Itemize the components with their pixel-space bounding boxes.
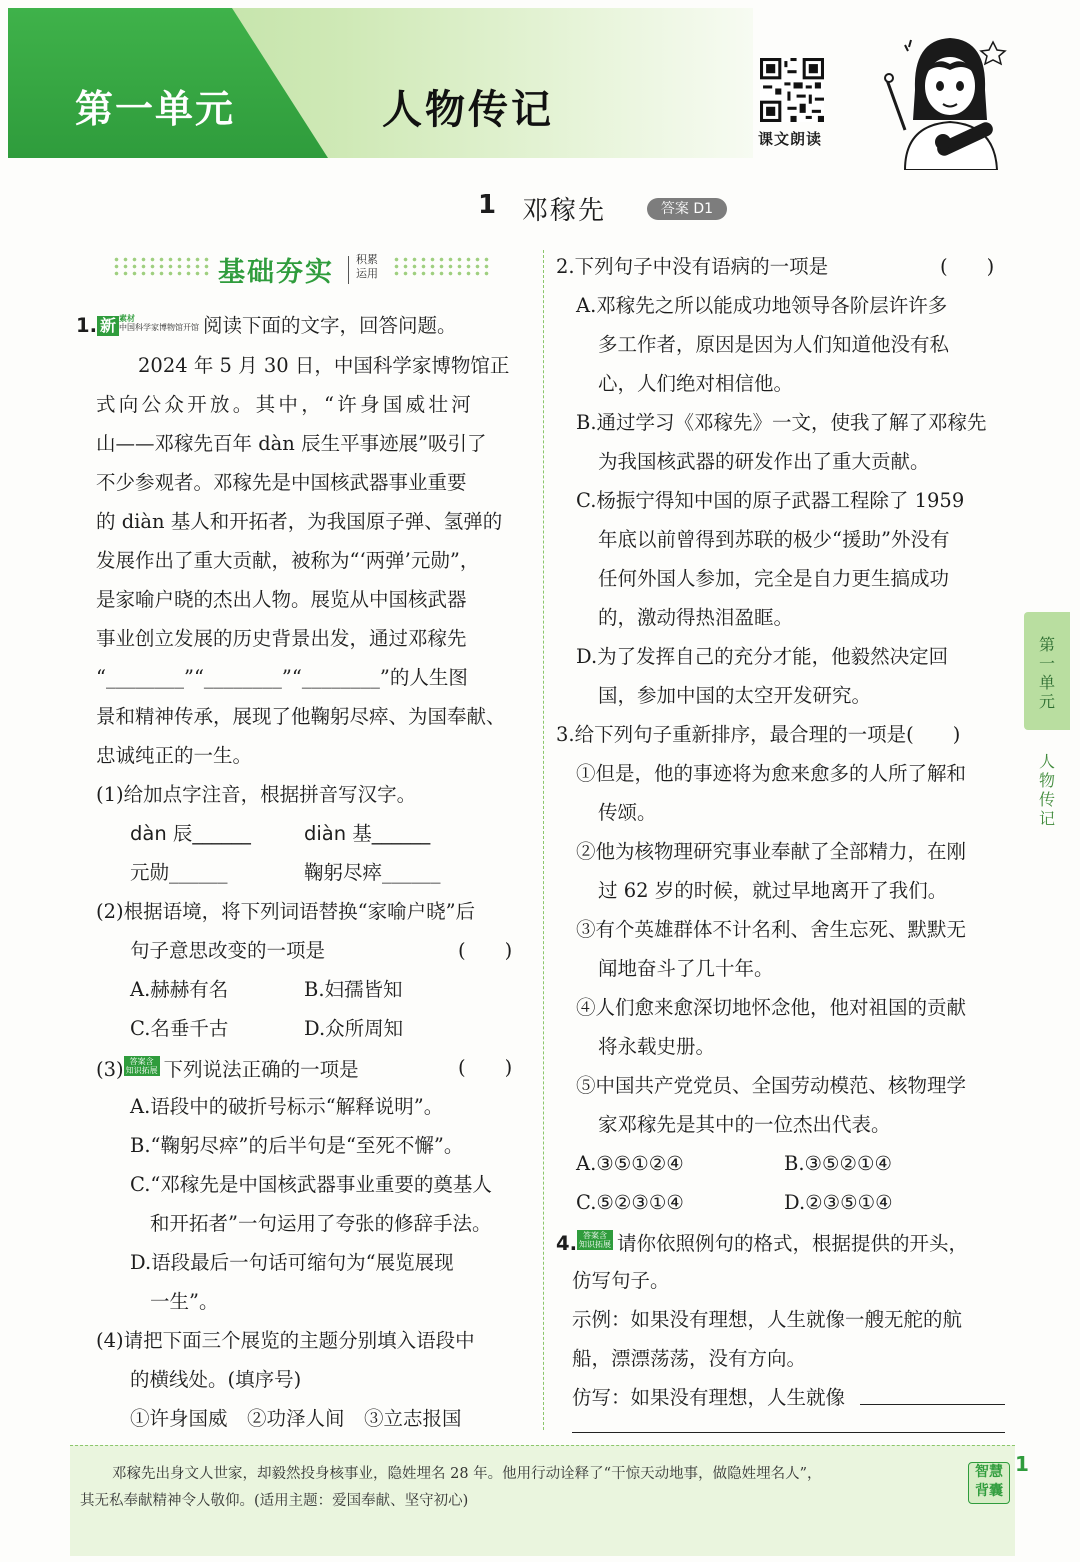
option-d[interactable]: D.为了发挥自己的充分才能，他毅然决定回: [576, 645, 949, 668]
section-dots-left: [112, 256, 212, 278]
option-a[interactable]: A.语段中的破折号标示“解释说明”。: [130, 1095, 444, 1118]
option-c[interactable]: C.“邓稼先是中国核武器事业重要的奠基人: [130, 1173, 492, 1196]
imitation-answer-line-2[interactable]: [572, 1432, 1005, 1433]
lesson-title: 邓稼先: [522, 196, 607, 226]
option-b[interactable]: B.妇孺皆知: [304, 978, 403, 1001]
sentence-4: ④人们愈来愈深切地怀念他，他对祖国的贡献: [576, 996, 967, 1019]
option-d[interactable]: D.语段最后一句话可缩句为“展览展现: [130, 1251, 454, 1274]
lesson-number: 1: [478, 190, 497, 220]
question-2: 2.下列句子中没有语病的一项是: [556, 255, 829, 278]
option-c[interactable]: C.名垂千古: [130, 1017, 229, 1040]
subquestion-4: (4)请把下面三个展览的主题分别填入语段中: [96, 1329, 475, 1352]
option-d-line2: 国，参加中国的太空开发研究。: [598, 684, 872, 707]
footer-text-line-1: 邓稼先出身文人世家，却毅然投身核事业，隐姓埋名 28 年。他用行动诠释了“干惊天动地事，做隐姓埋名人”，: [112, 1466, 822, 1482]
section-subtitle: 积累运用: [356, 253, 378, 280]
footer-text-line-2: 其无私奉献精神令人敬仰。(适用主题：爱国奉献、坚守初心): [80, 1493, 469, 1509]
question-1-heading: [76, 314, 457, 338]
option-d[interactable]: D.众所周知: [304, 1017, 404, 1040]
knowledge-extension-tag: 答案含 知识拓展: [578, 1231, 611, 1249]
page-number: 1: [1015, 1452, 1029, 1476]
sentence-3-line2: 闻地奋斗了几十年。: [598, 957, 774, 980]
option-c-line3: 任何外国人参加，完全是自力更生搞成功: [598, 567, 950, 590]
sentence-5-line2: 家邓稼先是其中的一位杰出代表。: [598, 1113, 891, 1136]
qr-code-icon[interactable]: [760, 58, 824, 122]
option-c[interactable]: C.杨振宁得知中国的原子武器工程除了 1959: [576, 489, 965, 512]
pinyin-blank-dianji[interactable]: diàn 基______: [304, 822, 431, 845]
subquestion-1: (1)给加点字注音，根据拼音写汉字。: [96, 783, 417, 806]
passage-line: 景和精神传承，展现了他鞠躬尽瘁、为国奉献、: [96, 705, 506, 728]
option-c-line2: 和开拓者”一句运用了夸张的修辞手法。: [150, 1212, 492, 1235]
sentence-1-line2: 传颂。: [598, 801, 657, 824]
sentence-2: ②他为核物理研究事业奉献了全部精力，在刚: [576, 840, 967, 863]
passage-line: 式向公众开放。其中，“许身国威壮河: [96, 393, 475, 416]
passage-line: 忠诚纯正的一生。: [96, 744, 253, 767]
option-c-line4: 的，激动得热泪盈眶。: [598, 606, 794, 629]
pinyin-blank-danchen[interactable]: dàn 辰______: [130, 822, 251, 845]
sentence-3: ③有个英雄群体不计名利、舍生忘死、默默无: [576, 918, 967, 941]
option-c-line2: 年底以前曾得到苏联的极少“援助”外没有: [598, 528, 950, 551]
column-divider: [543, 250, 544, 1430]
question-number: 1.: [76, 314, 97, 337]
imitation-prompt: 仿写：如果没有理想，人生就像: [572, 1386, 846, 1409]
example-sentence: 示例：如果没有理想，人生就像一艘无舵的航: [572, 1308, 963, 1331]
side-tab-chapter-label: 人物传记: [1038, 752, 1055, 828]
sentence-5: ⑤中国共产党党员、全国劳动模范、核物理学: [576, 1074, 967, 1097]
passage-line: 山——邓稼先百年 dàn 辰生平事迹展”吸引了: [96, 432, 487, 455]
section-divider: [348, 256, 349, 284]
sentence-1: ①但是，他的事迹将为愈来愈多的人所了解和: [576, 762, 967, 785]
chapter-title: 人物传记: [382, 87, 554, 133]
option-a[interactable]: A.邓稼先之所以能成功地领导各阶层许许多: [576, 294, 948, 317]
option-c[interactable]: C.⑤②③①④: [576, 1191, 684, 1214]
question-3: 3.给下列句子重新排序，最合理的一项是( ): [556, 723, 961, 746]
subquestion-2: (2)根据语境，将下列词语替换“家喻户晓”后: [96, 900, 476, 923]
option-b[interactable]: B.③⑤②①④: [784, 1152, 892, 1175]
answer-bracket[interactable]: ( ): [940, 255, 995, 278]
question-1-prompt: 阅读下面的文字，回答问题。: [203, 314, 457, 337]
passage-line: 2024 年 5 月 30 日，中国科学家博物馆正: [138, 354, 510, 377]
example-sentence-line2: 船，漂漂荡荡，没有方向。: [572, 1347, 807, 1370]
passage-line: 发展作出了重大贡献，被称为“‘两弹’元勋”，: [96, 549, 480, 572]
passage-blanks-line[interactable]: “________”“________”“________”的人生图: [96, 666, 468, 689]
new-material-badge: 新: [97, 316, 119, 336]
wisdom-pack-badge: 智慧背囊: [968, 1462, 1010, 1504]
option-a[interactable]: A.③⑤①②④: [576, 1152, 684, 1175]
option-a-line2: 多工作者，原因是因为人们知道他没有私: [598, 333, 950, 356]
side-tab-unit-label: 第一单元: [1038, 635, 1055, 711]
pinyin-blank-jugong[interactable]: 鞠躬尽瘁______: [304, 861, 441, 884]
section-title: 基础夯实: [218, 257, 334, 288]
option-a[interactable]: A.赫赫有名: [130, 978, 229, 1001]
sentence-2-line2: 过 62 岁的时候，就过早地离开了我们。: [598, 879, 948, 902]
option-d[interactable]: D.②③⑤①④: [784, 1191, 893, 1214]
question-4-line2: 仿写句子。: [572, 1269, 670, 1292]
answer-bracket[interactable]: ( ): [458, 939, 513, 962]
section-dots-right: [392, 256, 490, 278]
qr-caption: 课文朗读: [758, 130, 823, 148]
option-a-line3: 心，人们绝对相信他。: [598, 372, 794, 395]
option-b[interactable]: B.通过学习《邓稼先》一文，使我了解了邓稼先: [576, 411, 987, 434]
option-b[interactable]: B.“鞠躬尽瘁”的后半句是“至死不懈”。: [130, 1134, 464, 1157]
option-d-line2: 一生”。: [150, 1290, 219, 1313]
reading-girl-illustration-icon: [875, 20, 1025, 170]
unit-title: 第一单元: [75, 87, 236, 131]
answer-bracket[interactable]: ( ): [458, 1056, 513, 1079]
passage-line: 是家喻户晓的杰出人物。展览从中国核武器: [96, 588, 467, 611]
question-4: 4. 答案含 知识拓展 请你依照例句的格式，根据提供的开头，: [556, 1231, 968, 1255]
answer-reference-badge: 答案 D1: [647, 198, 727, 220]
exhibit-theme-list: ①许身国威 ②功泽人间 ③立志报国: [130, 1407, 462, 1430]
passage-line: 事业创立发展的历史背景出发，通过邓稼先: [96, 627, 467, 650]
material-tag: 素材 中国科学家博物馆开馆: [119, 314, 199, 332]
sentence-4-line2: 将永载史册。: [598, 1035, 716, 1058]
subquestion-2-line2: 句子意思改变的一项是: [130, 939, 326, 962]
imitation-answer-line[interactable]: [860, 1404, 1005, 1405]
knowledge-extension-tag: 答案含 知识拓展: [125, 1057, 158, 1075]
option-b-line2: 为我国核武器的研发作出了重大贡献。: [598, 450, 930, 473]
passage-line: 不少参观者。邓稼先是中国核武器事业重要: [96, 471, 467, 494]
subquestion-3: (3) 答案含 知识拓展 下列说法正确的一项是: [96, 1057, 359, 1081]
subquestion-4-line2: 的横线处。(填序号): [130, 1368, 302, 1391]
passage-line: 的 diàn 基人和开拓者，为我国原子弹、氢弹的: [96, 510, 503, 533]
pinyin-blank-yuanxun[interactable]: 元勋______: [130, 861, 228, 884]
